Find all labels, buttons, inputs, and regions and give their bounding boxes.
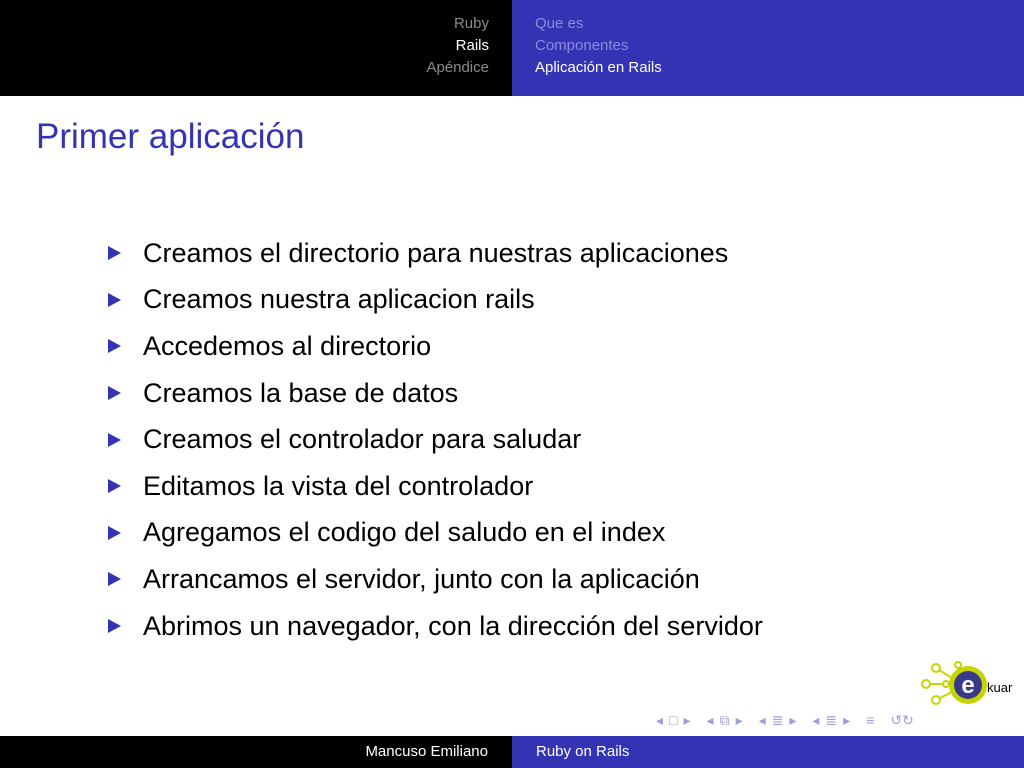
footer-title: Ruby on Rails [536, 743, 630, 760]
bullet-item [108, 230, 763, 277]
subsection-link-aplicacion[interactable]: Aplicación en Rails [535, 59, 662, 76]
nav-doc-right-icon[interactable]: ▸ [843, 711, 851, 728]
bullet-item [108, 556, 763, 603]
header-sections-panel [0, 0, 512, 96]
section-link-apendice[interactable]: Apéndice [426, 59, 489, 76]
bullet-text: Creamos el controlador para saludar [143, 424, 582, 455]
nav-frame-right-icon[interactable]: ▸ [683, 711, 691, 728]
footer-author: Mancuso Emiliano [365, 743, 488, 760]
bullet-triangle-icon [108, 479, 121, 493]
bullet-triangle-icon [108, 386, 121, 400]
nav-doc-left-icon[interactable]: ◂ [812, 711, 820, 728]
bullet-item [108, 370, 763, 417]
bullet-item [108, 323, 763, 370]
nav-frame-left-icon[interactable]: ◂ [656, 711, 664, 728]
navigation-symbols [656, 709, 1018, 731]
footer-title-panel [512, 736, 1024, 768]
bullet-item [108, 603, 763, 650]
slide-title: Primer aplicación [36, 117, 305, 156]
bullet-triangle-icon [108, 339, 121, 353]
bullet-text: Editamos la vista del controlador [143, 470, 534, 501]
nav-subsection-icon[interactable]: ⧉ [719, 711, 730, 728]
bullet-text: Creamos la base de datos [143, 377, 459, 408]
bullet-triangle-icon [108, 526, 121, 540]
bullet-text: Creamos nuestra aplicacion rails [143, 284, 535, 315]
bullet-triangle-icon [108, 572, 121, 586]
nav-search-icon[interactable]: ↺↻ [890, 711, 914, 728]
bullet-text: Abrimos un navegador, con la dirección del servidor [143, 610, 763, 641]
nav-subsection-right-icon[interactable]: ▸ [735, 711, 743, 728]
logo-text: kuar [987, 680, 1013, 695]
bullet-item [108, 463, 763, 510]
bullet-text: Creamos el directorio para nuestras aplicaciones [143, 237, 729, 268]
ekuar-logo [920, 660, 1020, 710]
nav-frame-icon[interactable]: □ [669, 712, 678, 728]
bullet-triangle-icon [108, 619, 121, 633]
nav-section-right-icon[interactable]: ▸ [789, 711, 797, 728]
nav-align-icon[interactable]: ≡ [866, 712, 875, 728]
header-subsections-panel [512, 0, 1024, 96]
nav-section-left-icon[interactable]: ◂ [758, 711, 766, 728]
bullet-text: Arrancamos el servidor, junto con la aplicación [143, 563, 700, 594]
subsection-link-componentes[interactable]: Componentes [535, 37, 629, 54]
section-link-ruby[interactable]: Ruby [453, 15, 489, 32]
footer-author-panel [0, 736, 512, 768]
bullet-item [108, 277, 763, 324]
nav-doc-icon[interactable]: ≣ [825, 711, 838, 728]
bullet-list [108, 230, 763, 649]
bullet-item [108, 510, 763, 557]
subsection-link-que-es[interactable]: Que es [535, 15, 584, 32]
bullet-triangle-icon [108, 293, 121, 307]
bullet-item [108, 416, 763, 463]
nav-subsection-left-icon[interactable]: ◂ [706, 711, 714, 728]
section-link-rails[interactable]: Rails [455, 37, 489, 54]
nav-section-icon[interactable]: ≣ [771, 711, 784, 728]
bullet-text: Accedemos al directorio [143, 330, 432, 361]
bullet-triangle-icon [108, 433, 121, 447]
bullet-text: Agregamos el codigo del saludo en el index [143, 517, 666, 548]
bullet-triangle-icon [108, 246, 121, 260]
logo-letter: e [961, 672, 975, 699]
